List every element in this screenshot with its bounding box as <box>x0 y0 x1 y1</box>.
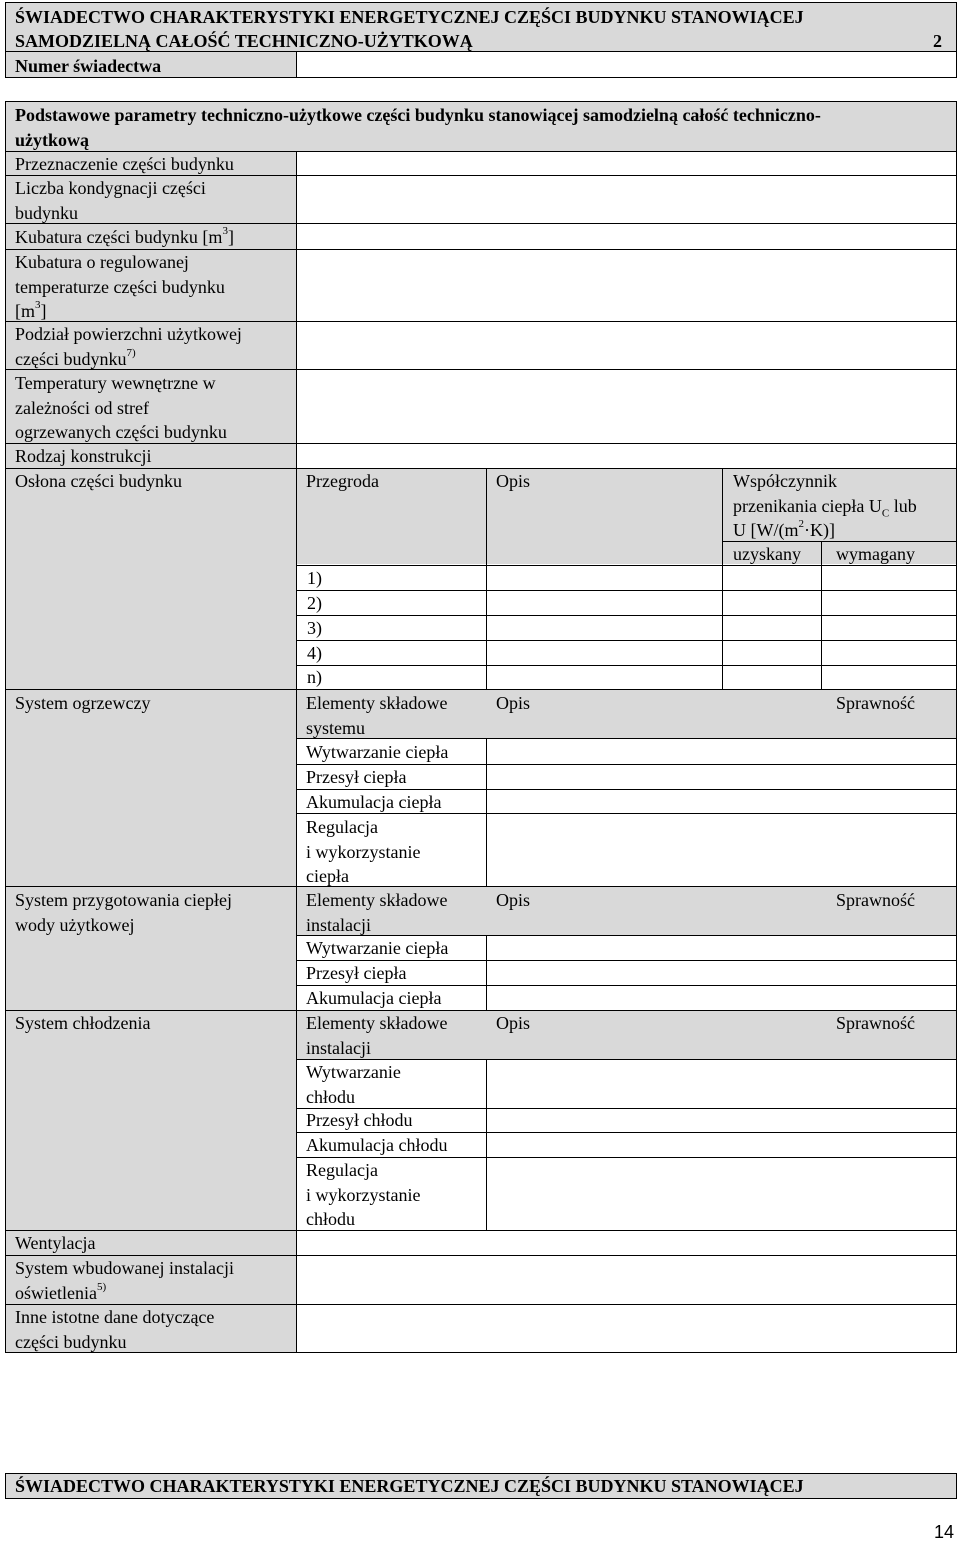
cwu-label: System przygotowania ciepłej wody użytkowej <box>15 890 232 935</box>
chlodzenia-opis-header: Opis <box>496 1013 531 1033</box>
certificate-number-field[interactable] <box>297 52 956 77</box>
oslona-row-2: 2) <box>307 593 322 613</box>
cwu-elementy-header: Elementy składowe instalacji <box>306 890 448 935</box>
oslona-wymagany-header: wymagany <box>836 544 915 564</box>
field-kondygnacje[interactable] <box>297 176 956 223</box>
field-oswietlenie[interactable] <box>297 1256 956 1304</box>
label-kubatura: Kubatura części budynku $[m^3]$ <box>15 225 234 247</box>
parameters-heading: Podstawowe parametry techniczno-użytkowe części budynku stanowiącej samodzielną całość techniczno- użytkową <box>15 105 821 150</box>
ogrzewczy-label: System ogrzewczy <box>15 693 151 713</box>
oslona-opis-header: Opis <box>496 471 531 491</box>
field-podzial-powierzchni[interactable] <box>297 322 956 369</box>
field-temperatury[interactable] <box>297 370 956 443</box>
chlodzenia-row-akumulacja: Akumulacja chłodu <box>306 1135 448 1155</box>
chlodzenia-row-wytwarzanie: Wytwarzanie chłodu <box>306 1062 401 1107</box>
label-temperatury: Temperatury wewnętrzne w zależności od stref ogrzewanych części budynku <box>15 373 227 443</box>
oslona-row-3: 3) <box>307 618 322 638</box>
label-inne-dane: Inne istotne dane dotyczące części budynku <box>15 1307 215 1352</box>
label-oswietlenie: System wbudowanej instalacji oświetlenia$^{5)}$ <box>15 1258 234 1303</box>
cwu-sprawnosc-header: Sprawność <box>836 890 915 910</box>
ogrzewczy-sprawnosc-header: Sprawność <box>836 693 915 713</box>
field-rodzaj-konstrukcji[interactable] <box>297 444 956 468</box>
cwu-row-wytwarzanie: Wytwarzanie ciepła <box>306 938 449 958</box>
chlodzenia-row-przesyl: Przesył chłodu <box>306 1110 413 1130</box>
ogrzewczy-row-regulacja: Regulacja i wykorzystanie ciepła <box>306 817 421 887</box>
field-kubatura-regulowana[interactable] <box>297 250 956 321</box>
chlodzenia-label: System chłodzenia <box>15 1013 151 1033</box>
ogrzewczy-row-wytwarzanie: Wytwarzanie ciepła <box>306 742 449 762</box>
footer-title: ŚWIADECTWO CHARAKTERYSTYKI ENERGETYCZNEJ CZĘŚCI BUDYNKU STANOWIĄCEJ <box>15 1476 804 1496</box>
header-page-index: 2 <box>933 31 942 51</box>
ogrzewczy-elementy-header: Elementy składowe systemu <box>306 693 448 738</box>
label-kondygnacje: Liczba kondygnacji części budynku <box>15 178 206 223</box>
label-kubatura-regulowana: Kubatura o regulowanej temperaturze części budynku $[m^3]$ <box>15 252 225 322</box>
oslona-row-n: n) <box>307 667 322 687</box>
field-inne-dane[interactable] <box>297 1305 956 1352</box>
ogrzewczy-opis-header: Opis <box>496 693 531 713</box>
cwu-row-przesyl: Przesył ciepła <box>306 963 407 983</box>
header-title-line2: SAMODZIELNĄ CAŁOŚĆ TECHNICZNO-UŻYTKOWĄ <box>15 31 473 51</box>
label-podzial-powierzchni: Podział powierzchni użytkowej części budynku$^{7)}$ <box>15 324 242 369</box>
field-wentylacja[interactable] <box>297 1231 956 1255</box>
label-wentylacja: Wentylacja <box>15 1233 96 1253</box>
cwu-opis-header: Opis <box>496 890 531 910</box>
oslona-row-4: 4) <box>307 643 322 663</box>
label-rodzaj-konstrukcji: Rodzaj konstrukcji <box>15 446 152 466</box>
ogrzewczy-row-przesyl: Przesył ciepła <box>306 767 407 787</box>
chlodzenia-sprawnosc-header: Sprawność <box>836 1013 915 1033</box>
field-przeznaczenie[interactable] <box>297 152 956 175</box>
certificate-number-label: Numer świadectwa <box>15 56 162 76</box>
cwu-row-akumulacja: Akumulacja ciepła <box>306 988 442 1008</box>
chlodzenia-elementy-header: Elementy składowe instalacji <box>306 1013 448 1058</box>
oslona-uzyskany-header: uzyskany <box>733 544 801 564</box>
oslona-wspolczynnik-header: Współczynnik przenikania ciepła $U_C$ lub U $[W/(m^2\cdot K)]$ <box>733 471 917 541</box>
field-kubatura[interactable] <box>297 224 956 248</box>
ogrzewczy-row-akumulacja: Akumulacja ciepła <box>306 792 442 812</box>
header-title-line1: ŚWIADECTWO CHARAKTERYSTYKI ENERGETYCZNEJ CZĘŚCI BUDYNKU STANOWIĄCEJ <box>15 7 804 27</box>
page-number: 14 <box>934 1522 955 1542</box>
oslona-przegroda-header: Przegroda <box>306 471 379 491</box>
oslona-label: Osłona części budynku <box>15 471 182 491</box>
oslona-row-1: 1) <box>307 568 322 588</box>
chlodzenia-row-regulacja: Regulacja i wykorzystanie chłodu <box>306 1160 421 1230</box>
label-przeznaczenie: Przeznaczenie części budynku <box>15 154 234 174</box>
